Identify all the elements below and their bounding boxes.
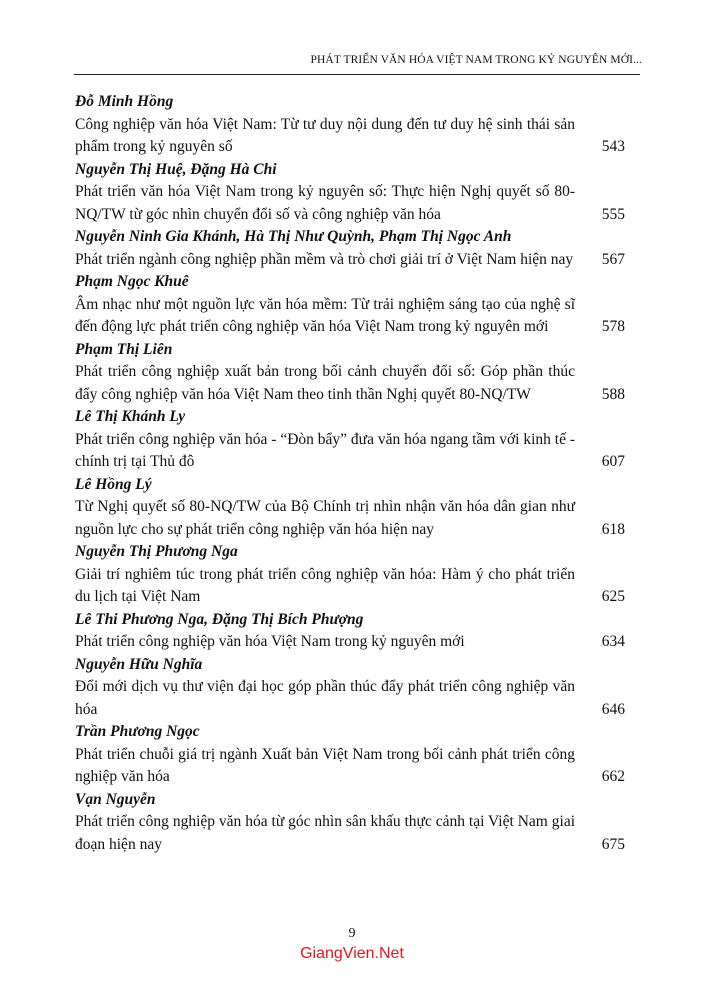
toc-author: Trần Phương Ngọc bbox=[75, 723, 200, 740]
toc-entry[interactable] bbox=[75, 271, 625, 339]
toc-page-number: 607 bbox=[601, 453, 625, 470]
toc-page-number: 588 bbox=[601, 385, 625, 403]
toc-author: Nguyễn Ninh Gia Khánh, Hà Thị Như Quỳnh, Phạm Thị Ngọc Anh bbox=[75, 228, 512, 245]
toc-entry[interactable] bbox=[75, 339, 625, 407]
header-rule bbox=[74, 74, 640, 75]
toc-title-row bbox=[75, 676, 625, 721]
toc-author: Nguyễn Thị Huệ, Đặng Hà Chi bbox=[75, 160, 277, 178]
toc-entry[interactable] bbox=[75, 789, 625, 857]
toc-title-row bbox=[75, 744, 625, 789]
toc-entry[interactable] bbox=[75, 721, 625, 789]
toc-author: Phạm Thị Liên bbox=[75, 340, 173, 358]
toc-title: Phát triển công nghiệp văn hóa từ góc nhìn sân khấu thực cảnh tại Việt Nam giai đoạn hiện nay bbox=[75, 813, 575, 853]
toc-entry[interactable] bbox=[75, 91, 625, 159]
toc-entry[interactable] bbox=[75, 541, 625, 609]
toc-title: Phát triển công nghiệp văn hóa - “Đòn bẩy” đưa văn hóa ngang tầm với kinh tế - chính trị tại Thủ đô bbox=[75, 430, 575, 470]
toc-entry[interactable] bbox=[75, 609, 625, 654]
toc-title: Phát triển công nghiệp văn hóa Việt Nam trong kỷ nguyên mới bbox=[75, 633, 465, 650]
toc-title: Từ Nghị quyết số 80-NQ/TW của Bộ Chính trị nhìn nhận văn hóa dân gian như nguồn lực cho sự phát triển công nghiệp văn hóa hiện nay bbox=[75, 498, 575, 538]
toc-entry[interactable] bbox=[75, 406, 625, 474]
toc-page-number: 634 bbox=[601, 633, 625, 650]
watermark-logo: GiangVien.Net bbox=[300, 945, 404, 962]
toc-title-row bbox=[75, 181, 625, 226]
toc-entry[interactable] bbox=[75, 654, 625, 722]
toc-title-row bbox=[75, 564, 625, 609]
toc-title: Phát triển công nghiệp xuất bản trong bối cảnh chuyển đổi số: Góp phần thúc đẩy công nghiệp văn hóa Việt Nam theo tinh thần Nghị quyết 80-NQ/TW bbox=[75, 363, 575, 403]
toc-author: Nguyễn Hữu Nghĩa bbox=[75, 655, 203, 673]
toc-author: Lê Hồng Lý bbox=[75, 475, 152, 493]
page-number: 9 bbox=[348, 926, 356, 941]
toc-title: Phát triển chuỗi giá trị ngành Xuất bản Việt Nam trong bối cảnh phát triển công nghiệp văn hóa bbox=[75, 745, 575, 785]
toc-page-number: 567 bbox=[601, 250, 625, 268]
toc-page-number: 555 bbox=[601, 205, 625, 223]
toc-title: Phát triển văn hóa Việt Nam trong kỷ nguyên số: Thực hiện Nghị quyết số 80-NQ/TW từ góc nhìn chuyển đổi số và công nghiệp văn hóa bbox=[75, 183, 575, 223]
toc-title: Công nghiệp văn hóa Việt Nam: Từ tư duy nội dung đến tư duy hệ sinh thái sản phẩm trong kỷ nguyên số bbox=[75, 115, 575, 155]
toc-page-number: 618 bbox=[601, 520, 625, 538]
toc-page-number: 543 bbox=[601, 138, 625, 155]
toc-page-number: 675 bbox=[601, 835, 625, 853]
toc-author: Lê Thi Phương Nga, Đặng Thị Bích Phượng bbox=[75, 610, 364, 628]
toc-title-row bbox=[75, 496, 625, 541]
toc-entry[interactable] bbox=[75, 474, 625, 542]
toc-author: Lê Thị Khánh Ly bbox=[75, 408, 186, 425]
toc-title-row bbox=[75, 294, 625, 339]
toc-title-row bbox=[75, 811, 625, 856]
toc-title-row bbox=[75, 114, 625, 159]
toc-author: Đỗ Minh Hồng bbox=[75, 93, 174, 110]
toc-page-number: 646 bbox=[601, 700, 625, 718]
toc-title: Đổi mới dịch vụ thư viện đại học góp phần thúc đẩy phát triển công nghiệp văn hóa bbox=[75, 678, 575, 718]
toc-page-number: 625 bbox=[601, 588, 625, 605]
toc-title: Phát triển ngành công nghiệp phần mềm và trò chơi giải trí ở Việt Nam hiện nay bbox=[75, 250, 574, 268]
toc-page-number: 662 bbox=[601, 768, 625, 785]
toc-title: Giải trí nghiêm túc trong phát triển công nghiệp văn hóa: Hàm ý cho phát triển du lịch tại Việt Nam bbox=[75, 565, 575, 605]
toc-title-row bbox=[75, 249, 625, 272]
toc-title-row bbox=[75, 429, 625, 474]
toc-entry[interactable] bbox=[75, 159, 625, 227]
table-of-contents bbox=[75, 91, 625, 856]
toc-author: Vạn Nguyễn bbox=[75, 790, 156, 808]
toc-page-number: 578 bbox=[601, 318, 625, 335]
toc-entry[interactable] bbox=[75, 226, 625, 271]
toc-author: Nguyễn Thị Phương Nga bbox=[75, 543, 238, 560]
running-header: PHÁT TRIỂN VĂN HÓA VIỆT NAM TRONG KỶ NGUYÊN MỚI... bbox=[310, 54, 642, 66]
toc-title-row bbox=[75, 361, 625, 406]
toc-title: Âm nhạc như một nguồn lực văn hóa mềm: Từ trải nghiệm sáng tạo của nghệ sĩ đến động lực phát triển công nghiệp văn hóa Việt Nam trong kỷ nguyên mới bbox=[75, 295, 575, 335]
toc-author: Phạm Ngọc Khuê bbox=[75, 273, 189, 290]
toc-title-row bbox=[75, 631, 625, 654]
